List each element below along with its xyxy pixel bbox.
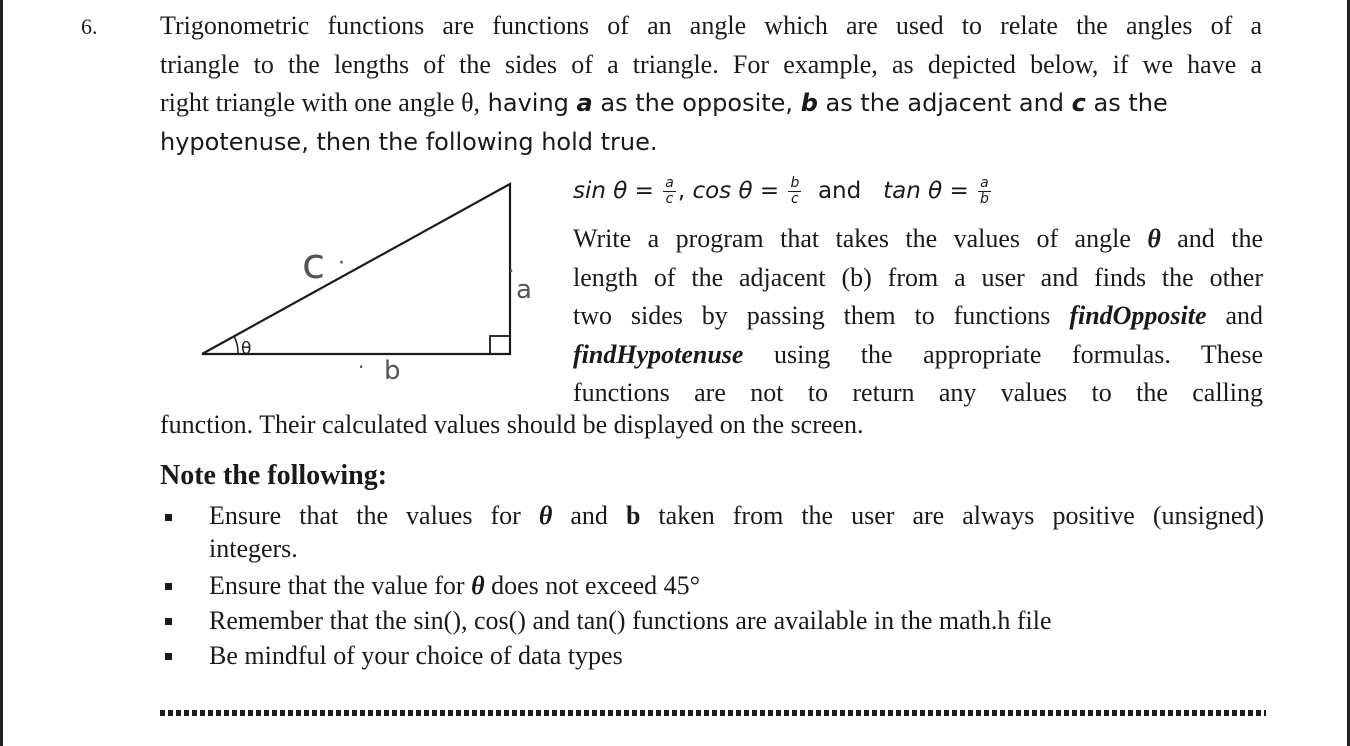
- cos-denominator: c: [791, 190, 799, 207]
- intro-text-as-the: as the: [1085, 89, 1168, 117]
- tan-denominator: b: [979, 190, 989, 207]
- var-c: c: [1071, 89, 1086, 117]
- var-b: b: [800, 89, 818, 117]
- task-line-6: function. Their calculated values should be displayed on the screen.: [160, 410, 864, 439]
- note-2-b: does not exceed 45°: [484, 571, 701, 600]
- right-triangle-diagram: [198, 178, 543, 383]
- sin-formula: sin θ =: [573, 178, 662, 204]
- var-a: a: [576, 89, 593, 117]
- cos-formula: cos θ =: [692, 178, 787, 204]
- fn-find-opposite: findOpposite: [1069, 301, 1207, 330]
- task-line-5: functions are not to return any values to the calling: [573, 378, 1263, 407]
- note-item-1: [160, 499, 1264, 565]
- note-item-4: [160, 638, 1264, 673]
- task-line-3-a: two sides by passing them to functions: [573, 301, 1070, 330]
- note-1-theta: θ: [538, 501, 553, 530]
- task-theta: θ: [1147, 224, 1161, 253]
- fn-find-hypotenuse: findHypotenuse: [573, 339, 744, 369]
- intro-line-2: triangle to the lengths of the sides of a triangle. For example, as depicted below, if we have a: [160, 49, 1262, 79]
- note-3-text: Remember that the sin(), cos() and tan() functions are available in the math.h file: [209, 606, 1052, 635]
- theta-label: θ: [241, 339, 252, 359]
- note-title: Note the following:: [160, 460, 388, 491]
- bullet-marker: [165, 653, 172, 660]
- task-line-4: [573, 336, 1263, 375]
- note-item-1-line-2: integers.: [209, 534, 298, 563]
- task-line-2: length of the adjacent (b) from a user and finds the other: [573, 262, 1263, 292]
- task-line-3-b: and: [1206, 301, 1263, 330]
- note-list: [160, 499, 1264, 673]
- label-c-dot: ·: [338, 251, 345, 276]
- tan-fraction: [978, 176, 991, 207]
- note-4-text: Be mindful of your choice of data types: [209, 641, 623, 670]
- intro-line-3-rest: [480, 89, 1168, 117]
- task-line-1-a: Write a program that takes the values of angle: [573, 224, 1148, 253]
- formula-and: and: [803, 178, 884, 204]
- label-b-dot: ·: [358, 355, 365, 379]
- tan-formula: tan θ =: [883, 178, 977, 204]
- bullet-marker: [165, 583, 172, 590]
- hypotenuse-label-c: c: [302, 239, 326, 288]
- intro-text-adjacent: as the adjacent and: [817, 89, 1072, 117]
- bullet-marker: [165, 514, 172, 521]
- triangle-outline: [202, 184, 510, 354]
- note-1-a: Ensure that the values for: [209, 501, 539, 530]
- intro-line-3-a: right triangle with one angle θ,: [160, 88, 481, 117]
- opposite-label-a: a: [516, 275, 532, 305]
- note-1-b: and: [552, 501, 626, 530]
- intro-text-opposite: as the opposite,: [592, 89, 801, 117]
- task-line-1: [573, 220, 1263, 259]
- task-paragraph: [573, 220, 1263, 413]
- formula-comma: ,: [677, 178, 693, 204]
- intro-line-1: Trigonometric functions are functions of an angle which are used to relate the angles of a: [160, 11, 1262, 40]
- dotted-separator: [160, 710, 1266, 716]
- intro-text-having: having: [480, 89, 577, 117]
- right-angle-marker: [490, 336, 510, 354]
- note-item-2: [160, 568, 1264, 603]
- task-line-1-b: and the: [1160, 224, 1263, 253]
- note-2-a: Ensure that the value for: [209, 571, 472, 600]
- sin-denominator: c: [665, 190, 674, 207]
- sin-fraction: [663, 176, 676, 207]
- note-item-1-line-1: [209, 499, 1264, 532]
- cos-fraction: [788, 176, 801, 207]
- note-2-theta: θ: [471, 571, 485, 600]
- intro-line-3: [160, 84, 1262, 123]
- angle-arc: [234, 336, 238, 354]
- sin-numerator: a: [665, 174, 674, 191]
- left-border: [0, 0, 3, 746]
- intro-paragraph: [160, 7, 1262, 161]
- task-line-3: [573, 297, 1263, 336]
- label-a-dot: ·: [508, 259, 515, 283]
- task-line-4-b: using the appropriate formulas. These: [743, 339, 1263, 369]
- intro-line-4: hypotenuse, then the following hold true.: [160, 127, 658, 156]
- note-1-bold-b: b: [625, 501, 641, 530]
- note-item-3: [160, 603, 1264, 638]
- tan-numerator: a: [980, 174, 989, 191]
- bullet-marker: [165, 618, 172, 625]
- cos-numerator: b: [790, 174, 800, 191]
- adjacent-label-b: b: [384, 356, 401, 383]
- note-1-c: taken from the user are always positive (unsigned): [640, 501, 1265, 530]
- question-number: 6.: [81, 14, 98, 39]
- trig-formula: [573, 166, 993, 216]
